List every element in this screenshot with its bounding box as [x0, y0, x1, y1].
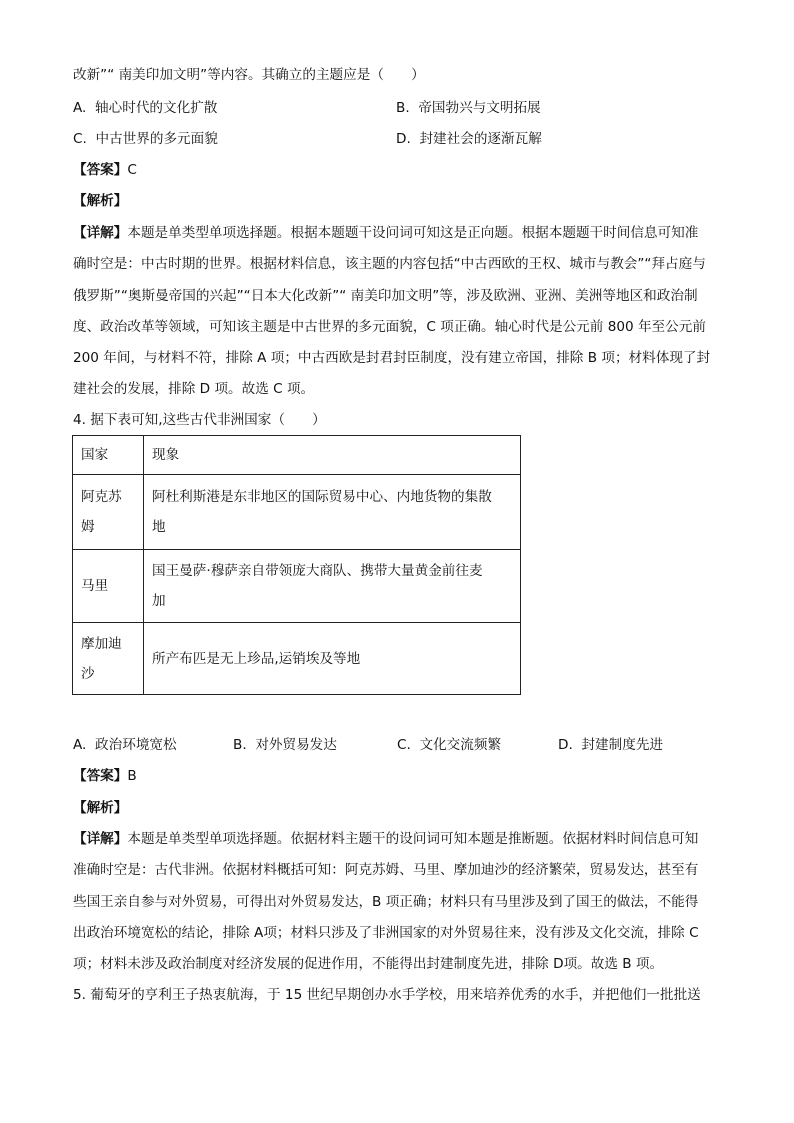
q4-option-c	[397, 736, 501, 754]
q4-analysis-label: 【解析】	[73, 800, 128, 816]
table-header-row	[73, 436, 521, 475]
cell-text: 沙	[81, 665, 95, 682]
option-text: 中古世界的多元面貌	[95, 131, 218, 147]
q4-detail-line: 些国王亲自参与对外贸易，可得出对外贸易发达，B 项正确；材料只有马里涉及到了国王的做法，不能得	[73, 894, 699, 910]
detail-label: 【详解】	[73, 831, 128, 847]
q3-answer	[73, 161, 137, 179]
cell-text: 摩加迪	[81, 635, 122, 652]
option-text: 政治环境宽松	[95, 737, 177, 753]
detail-label: 【详解】	[73, 225, 128, 241]
q4-option-a	[73, 736, 177, 754]
q4-detail-line: 准确时空是：古代非洲。依据材料概括可知：阿克苏姆、马里、摩加迪沙的经济繁荣，贸易发达，甚至有	[73, 862, 699, 878]
q5-stem: 5. 葡萄牙的亨利王子热衷航海，于 15 世纪早期创办水手学校，用来培养优秀的水手，并把他们一批批送	[73, 987, 701, 1003]
table-row	[73, 623, 521, 695]
q4-detail-line: 项；材料未涉及政治制度对经济发展的促进作用，不能得出封建制度先进，排除 D项。故选 B 项。	[73, 956, 664, 972]
option-text: 对外贸易发达	[255, 737, 337, 753]
table-row	[73, 475, 521, 550]
answer-label: 【答案】	[73, 162, 128, 178]
cell-text: 加	[152, 593, 166, 609]
answer-label: 【答案】	[73, 768, 128, 784]
table-header-country: 国家	[73, 436, 144, 475]
q4-option-d	[558, 736, 663, 754]
q3-option-b	[396, 99, 541, 117]
table-cell-phenomenon	[144, 475, 521, 550]
table-cell-phenomenon	[144, 550, 521, 623]
table-header-phenomenon: 现象	[144, 436, 521, 475]
cell-text: 所产布匹是无上珍品,运销埃及等地	[152, 650, 361, 667]
answer-value: B	[127, 768, 137, 784]
q3-stem-tail: 改新”“ 南美印加文明”等内容。其确立的主题应是（ ）	[73, 67, 425, 83]
table-row	[73, 550, 521, 623]
table-cell-country	[73, 550, 144, 623]
cell-text: 国王曼萨·穆萨亲自带领庞大商队、携带大量黄金前往麦	[152, 563, 483, 579]
detail-text: 本题是单类型单项选择题。依据材料主题干的设问词可知本题是推断题。依据材料时间信息可知	[127, 831, 699, 847]
detail-text: 本题是单类型单项选择题。根据本题题干设问词可知这是正向题。根据本题题干时间信息可知准	[127, 225, 699, 241]
q3-detail-line: 俄罗斯”“奥斯曼帝国的兴起”“日本大化改新”“ 南美印加文明”等，涉及欧洲、亚洲、美洲等地区和政治制	[73, 288, 698, 304]
option-letter: A.	[73, 737, 87, 753]
option-letter: C.	[73, 131, 87, 147]
q3-option-c	[73, 130, 218, 148]
q4-stem: 4. 据下表可知,这些古代非洲国家（ ）	[73, 412, 326, 428]
option-letter: C.	[397, 737, 411, 753]
q3-analysis-label: 【解析】	[73, 193, 128, 209]
option-letter: B.	[396, 100, 410, 116]
q3-detail-line: 确时空是：中古时期的世界。根据材料信息，该主题的内容包括“中古西欧的王权、城市与教会”“拜占庭与	[73, 256, 706, 272]
q3-option-d	[396, 130, 542, 148]
q3-option-a	[73, 99, 217, 117]
option-letter: B.	[233, 737, 247, 753]
q3-detail-line	[73, 224, 698, 242]
table-cell-phenomenon	[144, 623, 521, 695]
q3-detail-line: 200 年间，与材料不符，排除 A 项；中古西欧是封君封臣制度，没有建立帝国，排除 B 项；材料体现了封	[73, 350, 711, 366]
q4-option-b	[233, 736, 337, 754]
q4-detail-line: 出政治环境宽松的结论，排除 A项；材料只涉及了非洲国家的对外贸易往来，没有涉及文化交流，排除 C	[73, 925, 699, 941]
cell-text: 阿克苏	[81, 489, 122, 505]
cell-text: 地	[152, 519, 166, 535]
cell-text: 马里	[81, 578, 109, 594]
table-cell-country	[73, 623, 144, 695]
option-text: 封建制度先进	[581, 737, 664, 753]
option-text: 轴心时代的文化扩散	[95, 100, 218, 116]
option-letter: D.	[396, 131, 411, 147]
table-cell-country	[73, 475, 144, 550]
option-text: 帝国勃兴与文明拓展	[418, 100, 541, 116]
answer-value: C	[127, 162, 137, 178]
q4-detail-line	[73, 830, 698, 848]
option-letter: A.	[73, 100, 87, 116]
q4-answer	[73, 767, 137, 785]
option-letter: D.	[558, 737, 573, 753]
option-text: 封建社会的逐渐瓦解	[419, 131, 542, 147]
cell-text: 姆	[81, 519, 95, 535]
q3-detail-line: 度、政治改革等领域，可知该主题是中古世界的多元面貌，C 项正确。轴心时代是公元前 800 年至公元前	[73, 319, 706, 335]
q4-table	[72, 435, 521, 695]
option-text: 文化交流频繁	[419, 737, 502, 753]
cell-text: 阿杜利斯港是东非地区的国际贸易中心、内地货物的集散	[152, 489, 492, 505]
q3-detail-line: 建社会的发展，排除 D 项。故选 C 项。	[73, 381, 315, 397]
